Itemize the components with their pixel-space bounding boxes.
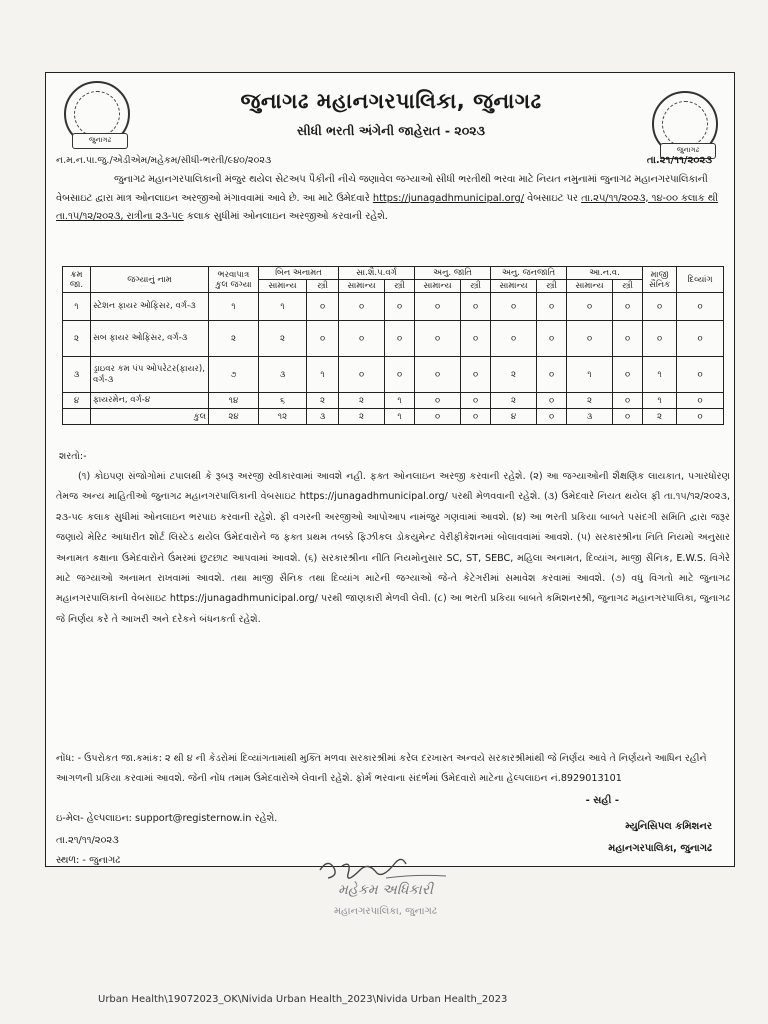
cell-value: ૦: [613, 321, 643, 357]
cell-value: ૩: [259, 357, 307, 393]
cell-value: ૦: [567, 321, 613, 357]
cell-total: ૧: [385, 409, 415, 425]
header-divyang: દિવ્યાંગ: [677, 267, 724, 293]
cell-value: ૦: [461, 357, 491, 393]
cell-value: ૧: [307, 357, 339, 393]
cell-value: ૦: [461, 393, 491, 409]
cell-value: ૦: [537, 393, 567, 409]
cell-value: ૭: [209, 357, 259, 393]
cell-value: ૦: [385, 321, 415, 357]
cell-total: ૩: [307, 409, 339, 425]
subheader-general: સામાન્ય: [415, 280, 461, 293]
header-group-ews: આ.ન.વ.: [567, 267, 643, 280]
cell-value: ૦: [491, 321, 537, 357]
page-subtitle: સીધી ભરતી અંગેની જાહેરાત - ૨૦૨૩: [297, 123, 485, 138]
cell-value: ૦: [643, 321, 677, 357]
header-ex-servicemen: માજી સૈનિક: [643, 267, 677, 293]
table-row: [63, 393, 724, 409]
cell-value: ૦: [677, 357, 724, 393]
signatory-role: મ્યુનિસિપલ કમિશનર: [625, 821, 712, 832]
emblem-ribbon-left: જુનાગઢ: [72, 133, 128, 149]
notice-sheet: [45, 72, 735, 867]
header-group-sc: અનુ. જાતિ: [415, 267, 491, 280]
cell-post-name: સ્ટેશન ફાયર ઓફિસર, વર્ગ-૩: [91, 293, 209, 321]
cell-value: ૦: [339, 293, 385, 321]
stamp-office-org: મહાનગરપાલિકા, જુનાગઢ: [334, 906, 437, 917]
file-path-footer: Urban Health\19072023_OK\Nivida Urban Health_2023\Nivida Urban Health_2023: [98, 994, 508, 1005]
cell-value: ૦: [307, 321, 339, 357]
subheader-female: સ્ત્રી: [385, 280, 415, 293]
cell-total: ૦: [415, 409, 461, 425]
reference-date: તા.૨૧/૧૧/૨૦૨૩: [646, 155, 712, 166]
cell-value: ૧૪: [209, 393, 259, 409]
table-row: [63, 357, 724, 393]
email-helpline: ઇ-મેલ- હેલ્પલાઇન: support@registernow.in રહેશે.: [56, 813, 278, 824]
cell-value: ૨: [567, 393, 613, 409]
cell-value: ૧: [259, 293, 307, 321]
header-group-st: અનુ. જનજાતિ: [491, 267, 567, 280]
cell-value: ૦: [567, 293, 613, 321]
header-total-posts: ભરવાપાત્ર કુલ જગ્યા: [209, 267, 259, 293]
cell-value: ૬: [259, 393, 307, 409]
table-row: [63, 321, 724, 357]
cell-value: ૦: [461, 293, 491, 321]
cell-value: ૨: [491, 357, 537, 393]
issue-date: તા.૨૧/૧૧/૨૦૨૩: [56, 835, 119, 846]
cell-value: ૦: [677, 293, 724, 321]
cell-serial: ૧: [63, 293, 91, 321]
cell-value: ૦: [613, 293, 643, 321]
cell-value: ૨: [307, 393, 339, 409]
subheader-general: સામાન્ય: [567, 280, 613, 293]
cell-total: ૧૨: [259, 409, 307, 425]
cell-value: ૦: [613, 357, 643, 393]
cell-value: ૦: [385, 293, 415, 321]
cell-value: ૨: [339, 393, 385, 409]
stamp-office-title: મહેકમ અધિકારી: [338, 882, 433, 898]
cell-total: ૨: [643, 409, 677, 425]
terms-paragraph: (૧) કોઇપણ સંજોગોમાં ટપાલથી કે રૂબરૂ અરજી સ્વીકારવામાં આવશે નહી. ફક્ત ઓનલાઇન અરજી કરવાની રહેશે. (૨) આ જગ્યાઓની શૈક્ષણિક લાયકાત, પગારધોરણ તેમજ અન્ય માહિતીઓ જુનાગઢ મહાનગરપાલિકાની વેબસાઇટ https://junagadhmunicipal.org/ પરથી મેળવવાની રહેશે. (૩) ઉમેદવારે નિયત થયેલ ફી તા.૧૫/૧૨/૨૦૨૩, ૨૩-૫૯ કલાક સુધીમાં ઓનલાઇન ભરપાઇ કરવાની રહેશે. ફી વગરની અરજીઓ આપોઆપ નામંજુર ગણવામાં આવશે. (૪) આ ભરતી પ્રકિયા બાબતે પસંદગી સમિતિ દ્વારા જરૂર જણાયે મેરિટ આધારીત શોર્ટ લિસ્ટેડ થયેલ ઉમેદવારોને જ ફક્ત પ્રથમ તબક્કે ફિઝીકલ ડોકયુમેન્ટ વેરીફીકેશનમાં બોલાવવામાં આવશે. (૫) સરકારશ્રીના નિતિ નિયમો અનુસાર અનામત કક્ષાના ઉમેદવારોને ઉંમરમાં છુટછાટ આપવામાં આવશે. (૬) સરકારશ્રીના નીતિ નિયમોનુસાર SC, ST, SEBC, મહિલા અનામત, દિવ્યાંગ, માજી સૈનિક, E.W.S. વિગેરે માટે જગ્યાઓ અનામત રાખવામાં આવશે. તથા માજી સૈનિક તથા દિવ્યાંગ માટેની જગ્યાઓ જે-તે કેટેગરીમાં સમાવેશ કરવામાં આવશે. (૭) વધુ વિગતો માટે જુનાગઢ મહાનગરપાલિકાની વેબસાઇટ https://junagadhmunicipal.org/ પરથી જાણકારી મેળવી લેવી. (૮) આ ભરતી પ્રકિયા બાબતે કમિશનરશ્રી, જુનાગઢ મહાનગરપાલિકા, જુનાગઢ જે નિર્ણય કરે તે આખરી અને દરેકને બંધનકર્તા રહેશે.: [56, 471, 730, 625]
emblem-seal-ring: [662, 101, 708, 147]
cell-value: ૦: [461, 321, 491, 357]
cell-value: ૦: [415, 357, 461, 393]
header-group-unreserved: બિન અનામત: [259, 267, 339, 280]
cell-empty: [63, 409, 91, 425]
cell-value: ૨: [259, 321, 307, 357]
subheader-female: સ્ત્રી: [307, 280, 339, 293]
application-date-range: તા.૨૫/૧૧/૨૦૨૩, ૧૪-૦૦ કલાક થી તા.૧૫/૧૨/૨૦૨૩, રાત્રીના ૨૩-૫૯: [56, 192, 719, 222]
subheader-general: સામાન્ય: [339, 280, 385, 293]
cell-value: ૦: [537, 321, 567, 357]
cell-value: ૧: [385, 393, 415, 409]
header-post-name: જગ્યાનું નામ: [91, 267, 209, 293]
cell-value: ૦: [537, 293, 567, 321]
emblem-seal-ring: [74, 91, 120, 137]
cell-serial: ૩: [63, 357, 91, 393]
emblem-ribbon-right: જુનાગઢ: [660, 143, 716, 159]
cell-post-name: ડ્રાઇવર કમ પંપ ઓપરેટર(ફાયર), વર્ગ-૩: [91, 357, 209, 393]
cell-total: ૨: [339, 409, 385, 425]
cell-value: ૦: [491, 293, 537, 321]
vacancy-rows: [63, 293, 724, 425]
cell-value: ૦: [537, 357, 567, 393]
issue-place: સ્થળ: - જુનાગઢ: [56, 855, 121, 866]
cell-value: ૦: [307, 293, 339, 321]
municipal-emblem-right: [652, 91, 718, 157]
terms-label: શરતો:-: [59, 451, 87, 462]
cell-total: ૦: [537, 409, 567, 425]
municipal-emblem-left: [64, 81, 130, 147]
cell-post-name: સબ ફાયર ઓફિસર, વર્ગ-૩: [91, 321, 209, 357]
intro-text-1: જુનાગઢ મહાનગરપાલિકાની મંજુર થયેલ સેટઅપ પૈકીની નીચે જણાવેલ જગ્યાઓ સીધી ભરતીથી ભરવા માટે નિયત નમુનામાં જુનાગઢ મહાનગરપાલિકાની વેબસાઇટ દ્વારા માત્ર ઓનલાઇન અરજીઓ મંગાવવામાં આવે છે. આ માટે ઉમેદવારે: [56, 174, 708, 204]
cell-value: ૧: [209, 293, 259, 321]
subheader-female: સ્ત્રી: [537, 280, 567, 293]
cell-total: ૩: [567, 409, 613, 425]
cell-serial: ૪: [63, 393, 91, 409]
table-total-row: [63, 409, 724, 425]
table-row: [63, 293, 724, 321]
cell-value: ૦: [415, 321, 461, 357]
cell-total: ૪: [491, 409, 537, 425]
cell-value: ૦: [385, 357, 415, 393]
cell-total: ૨૪: [209, 409, 259, 425]
cell-value: ૦: [415, 393, 461, 409]
subheader-female: સ્ત્રી: [613, 280, 643, 293]
note-paragraph: નોંધ: - ઉપરોકત જા.કમાંક: ૨ થી ૪ ની કેડરોમાં દિવ્યાંગતામાંથી મુક્તિ મળવા સરકારશ્રીમાં કરેલ દરખાસ્ત અન્વયે સરકારશ્રીમાંથી જે નિર્ણય આવે તે નિર્ણયને આધિન રહીને આગળની પ્રકિયા કરવામાં આવશે. જેની નોંધ તમામ ઉમેદવારોએ લેવાની રહેશે. ફોર્મ ભરવાના સંદર્ભમાં ઉમેદવારો માટેના હેલ્પલાઇન નં.8929013101: [56, 753, 707, 785]
header-group-sebc: સા.શૈ.પ.વર્ગ: [339, 267, 415, 280]
subheader-female: સ્ત્રી: [461, 280, 491, 293]
signature-mark: - સહી -: [585, 795, 619, 806]
cell-total-label: કુલ: [91, 409, 209, 425]
page-title: જુનાગઢ મહાનગરપાલિકા, જુનાગઢ: [240, 89, 542, 113]
cell-value: ૦: [643, 293, 677, 321]
cell-total: ૦: [613, 409, 643, 425]
subheader-general: સામાન્ય: [259, 280, 307, 293]
cell-value: ૧: [567, 357, 613, 393]
website-link[interactable]: https://junagadhmunicipal.org/: [372, 192, 525, 204]
subheader-general: સામાન્ય: [491, 280, 537, 293]
cell-value: ૧: [643, 357, 677, 393]
header-serial: ક્રમ જા.: [63, 267, 91, 293]
cell-value: ૨: [209, 321, 259, 357]
cell-value: ૦: [339, 357, 385, 393]
cell-value: ૦: [415, 293, 461, 321]
cell-value: ૦: [677, 321, 724, 357]
cell-serial: ૨: [63, 321, 91, 357]
cell-total: ૦: [677, 409, 724, 425]
signatory-organization: મહાનગરપાલિકા, જુનાગઢ: [608, 843, 712, 854]
intro-paragraph: [56, 171, 728, 227]
cell-post-name: ફાયરમેન, વર્ગ-૪: [91, 393, 209, 409]
reference-number: ન.મ.ન.પા.જુ./એડીએમ/મહેકમ/સીધી-ભરતી/૯૪૦/૨૦૨૩: [56, 155, 272, 166]
cell-value: ૦: [613, 393, 643, 409]
cell-total: ૦: [461, 409, 491, 425]
vacancy-table: [62, 266, 724, 425]
intro-text-3: કલાક સુધીમાં ઓનલાઇન અરજીઓ કરવાની રહેશે.: [183, 211, 388, 222]
intro-text-2: વેબસાઇટ પર: [524, 192, 582, 204]
cell-value: ૨: [491, 393, 537, 409]
cell-value: ૦: [677, 393, 724, 409]
cell-value: ૧: [643, 393, 677, 409]
cell-value: ૦: [339, 321, 385, 357]
